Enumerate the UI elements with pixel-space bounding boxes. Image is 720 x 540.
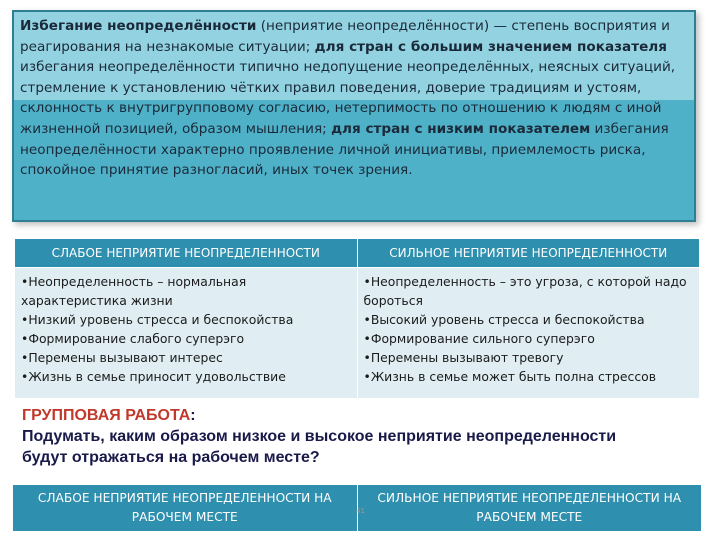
- strong-cell: [357, 268, 700, 399]
- definition-bold-high: для стран с большим значением показателя: [314, 38, 667, 55]
- list-item: • Перемены вызывают интерес: [21, 348, 351, 367]
- list-item: • Неопределенность – нормальная характеристика жизни: [21, 272, 351, 310]
- weak-cell: [15, 268, 358, 399]
- header-weak: СЛАБОЕ НЕПРИЯТИЕ НЕОПРЕДЕЛЕННОСТИ: [15, 239, 358, 268]
- list-item: • Жизнь в семье может быть полна стрессов: [364, 367, 694, 386]
- comparison-table: [14, 238, 700, 399]
- definition-box: [12, 10, 696, 222]
- workplace-header-weak: СЛАБОЕ НЕПРИЯТИЕ НЕОПРЕДЕЛЕННОСТИ НА РАБОЧЕМ МЕСТЕ: [13, 485, 358, 532]
- comparison-header-row: [15, 239, 700, 268]
- definition-text: [20, 16, 690, 181]
- list-item: • Жизнь в семье приносит удовольствие: [21, 367, 351, 386]
- group-work-heading: ГРУППОВАЯ РАБОТА: [22, 407, 191, 424]
- strong-list: [364, 272, 694, 386]
- definition-term: Избегание неопределённости: [20, 18, 257, 34]
- list-item: • Формирование слабого суперэго: [21, 329, 351, 348]
- page-number: 41: [356, 507, 365, 515]
- weak-list: [21, 272, 351, 386]
- definition-part-1: (неприятие неопределённости) — степень восприятия и реагирования на незнакомые ситуации;: [20, 18, 670, 55]
- group-work: [22, 405, 662, 468]
- header-strong: СИЛЬНОЕ НЕПРИЯТИЕ НЕОПРЕДЕЛЕННОСТИ: [357, 239, 700, 268]
- definition-part-2: избегания неопределённости типично недопущение неопределённых, неясных ситуаций, стремление к установлению чётких правил поведения, доверие традициям и устоям, склонность к внутригрупповому согласию, нетерпимость по отношению к людям с иной жизненной позицией, образом мышления;: [20, 59, 676, 137]
- comparison-body-row: [15, 268, 700, 399]
- definition-bold-low: для стран с низким показателем: [331, 120, 591, 137]
- list-item: • Неопределенность – это угроза, с которой надо бороться: [364, 272, 694, 310]
- workplace-header-strong: СИЛЬНОЕ НЕПРИЯТИЕ НЕОПРЕДЕЛЕННОСТИ НА РАБОЧЕМ МЕСТЕ: [357, 485, 702, 532]
- group-work-colon: :: [190, 407, 196, 424]
- group-work-task: Подумать, каким образом низкое и высокое неприятие неопределенности будут отражаться на рабочем месте?: [22, 428, 617, 466]
- list-item: • Перемены вызывают тревогу: [364, 348, 694, 367]
- definition-part-3: избегания неопределённости характерно проявление личной инициативы, приемлемость риска, спокойное принятие разногласий, иных точек зрения.: [20, 120, 669, 179]
- list-item: • Формирование сильного суперэго: [364, 329, 694, 348]
- list-item: • Низкий уровень стресса и беспокойства: [21, 310, 351, 329]
- list-item: • Высокий уровень стресса и беспокойства: [364, 310, 694, 329]
